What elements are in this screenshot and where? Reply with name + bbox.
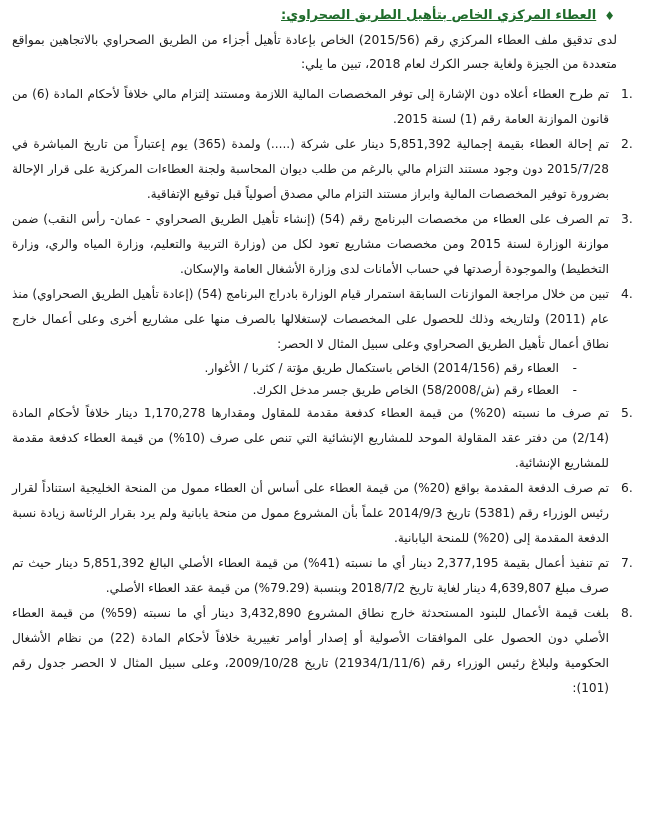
item-number: .7 (621, 556, 633, 570)
item-text: تم طرح العطاء أعلاه دون الإشارة إلى توفر المخصصات المالية اللازمة ومستند إلتزام مالي خلافاً لأحكام المادة (6) من قانون الموازنة العامة رقم (1) لسنة 2015. (12, 87, 609, 126)
list-item (12, 207, 633, 282)
sub-item-text: العطاء رقم (ش/58/2008) الخاص طريق جسر مدخل الكرك. (252, 383, 559, 397)
item-number: .4 (621, 287, 633, 301)
sub-item-text: العطاء رقم (2014/156) الخاص باستكمال طريق مؤتة / كثربا / الأغوار. (204, 361, 559, 375)
item-number: .1 (621, 87, 633, 101)
list-item (12, 282, 633, 401)
list-item (12, 82, 633, 132)
list-item (12, 601, 633, 701)
list-item (12, 551, 633, 601)
dash-bullet: - (572, 361, 577, 375)
item-number: .2 (621, 137, 633, 151)
item-text: تبين من خلال مراجعة الموازنات السابقة استمرار قيام الوزارة بادراج البرنامج (54) (إعادة تأهيل الطريق الصحراوي) منذ عام (2011) ولتاريخه وذلك للحصول على المخصصات لإستغلالها بالصرف منها على مشاريع أخرى وعلى أعمال خارج نطاق أعمال تأهيل الطريق الصحراوي وعلى سبيل المثال لا الحصر: (12, 287, 609, 351)
item-number: .5 (621, 406, 633, 420)
item-text: تم صرف ما نسبته (20%) من قيمة العطاء كدفعة مقدمة للمقاول ومقدارها 1,170,278 دينار خلافاً لأحكام المادة (2/14) من دفتر عقد المقاولة الموحد للمشاريع الإنشائية التي تنص على صرف (10%) من قيمة العطاء كدفعة مقدمة للمشاريع الإنشائية. (12, 406, 609, 470)
list-item (12, 401, 633, 476)
item-number: .3 (621, 212, 633, 226)
dash-bullet: - (572, 383, 577, 397)
item-text: تم تنفيذ أعمال بقيمة 2,377,195 دينار أي ما نسبته (41%) من قيمة العطاء الأصلي البالغ 5,851,392 دينار حيث تم صرف مبلغ 4,639,807 دينار لغاية تاريخ 2018/7/2 وبنسبة (79.29%) من قيمة عقد العطاء الأصلي. (12, 556, 610, 595)
item-text: تم الصرف على العطاء من مخصصات البرنامج رقم (54) (إنشاء تأهيل الطريق الصحراوي - عمان- رأس النقب) ضمن موازنة الوزارة لسنة 2015 ومن مخصصات مشاريع تعود لكل من (وزارة التربية والتعليم، وزارة المياه والري، وزارة التخطيط) والموجودة أرصدتها في حساب الأمانات لدى وزارة الأشغال العامة والإسكان. (12, 212, 609, 276)
diamond-bullet-icon: ♦ (604, 9, 615, 23)
intro-paragraph: لدى تدقيق ملف العطاء المركزي رقم (2015/56) الخاص بإعادة تأهيل أجزاء من الطريق الصحراوي بالاتجاهين بمواقع متعددة من الجيزة ولغاية جسر الكرك لعام 2018، تبين ما يلي: (12, 33, 617, 71)
sub-item (12, 357, 577, 379)
section-heading (281, 6, 615, 26)
item-text: تم صرف الدفعة المقدمة بواقع (20%) من قيمة العطاء على أساس أن العطاء ممول من المنحة الخليجية استناداً لقرار رئيس الوزراء رقم (5381) تاريخ 2014/9/3 علماً بأن المشروع ممول من منحة يابانية ولم يرد بقرار الرئاسة زيادة نسبة الدفعة المقدمة إلى (20%) للمنحة اليابانية. (12, 481, 609, 545)
sub-item (12, 379, 577, 401)
list-item (12, 132, 633, 207)
findings-list (12, 82, 633, 701)
item-number: .6 (621, 481, 633, 495)
item-text: بلغت قيمة الأعمال للبنود المستحدثة خارج نطاق المشروع 3,432,890 دينار أي ما نسبته (59%) من قيمة العطاء الأصلي دون الحصول على الموافقات الأصولية أو إصدار أوامر تغييرية خلافاً لأحكام المادة (22) من نظام الأشغال الحكومية ولبلاغ رئيس الوزراء رقم (21934/1/11/6) تاريخ 2009/10/28، وعلى سبيل المثال لا الحصر جدول رقم (101): (12, 606, 610, 695)
section-title: العطاء المركزي الخاص بتأهيل الطريق الصحراوي: (281, 8, 597, 23)
item-number: .8 (621, 606, 633, 620)
item-text: تم إحالة العطاء بقيمة إجمالية 5,851,392 دينار على شركة (.....) ولمدة (365) يوم إعتباراً من تاريخ المباشرة في 2015/7/28 دون وجود مستند التزام مالي بالرغم من طلب ديوان المحاسبة ولجنة العطاءات المركزية على قرار الإحالة بضرورة توفير المخصصات المالية وابراز مستند التزام مالي مصدق أصولياً قبل توقيع الإتفاقية. (12, 137, 609, 201)
list-item (12, 476, 633, 551)
